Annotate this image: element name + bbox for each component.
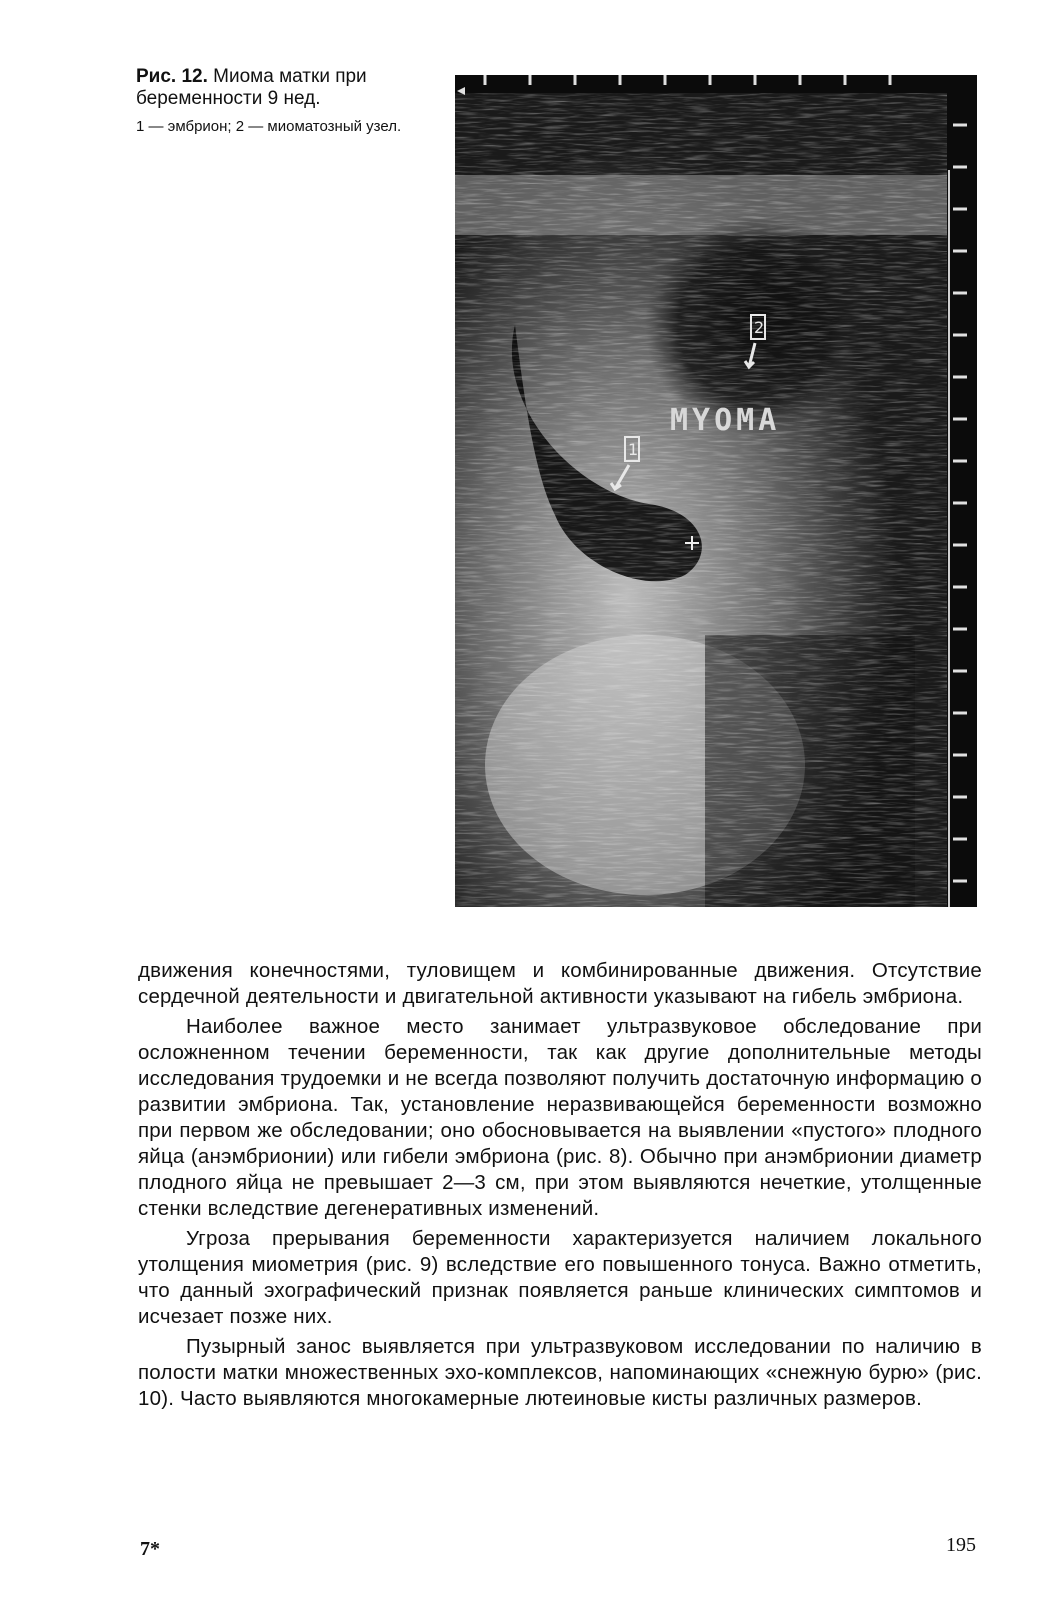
figure-label: Рис. 12. <box>136 66 208 87</box>
paragraph-1: движения конечностями, туловищем и комбинированные движения. Отсутствие сердечной деятельности и двигательной активности указывают на гибель эмбриона. <box>138 959 982 1008</box>
figure-legend: 1 — эмбрион; 2 — миоматозный узел. <box>136 118 402 135</box>
page-number: 195 <box>946 1534 976 1556</box>
paragraph-4: Пузырный занос выявляется при ультразвуковом исследовании по наличию в полости матки множественных эхо-комплексов, напоминающих «снежную бурю» (рис. 10). Часто выявляются многокамерные лютеиновые кисты различных размеров. <box>138 1335 982 1410</box>
overlay-label: MYOMA <box>670 403 781 438</box>
figure-title <box>136 66 408 110</box>
ultrasound-scan <box>455 75 977 907</box>
marker-1-label: 1 <box>628 440 639 459</box>
figure-title-text: Миома матки при беременности 9 нед. <box>136 66 367 109</box>
paragraph-2: Наиболее важное место занимает ультразвуковое обследование при осложненном течении беременности, так как другие дополнительные методы исследования трудоемки и не всегда позволяют получить достаточную информацию о развитии эмбриона. Так, установление неразвивающейся беременности возможно при первом же обследовании; оно обосновывается на выявлении «пустого» плодного яйца (анэмбрионии) или гибели эмбриона (рис. 8). Обычно при анэмбрионии диаметр плодного яйца не превышает 2—3 см, при этом выявляются нечеткие, утолщенные стенки вследствие дегенеративных изменений. <box>138 1015 982 1220</box>
paragraph-3: Угроза прерывания беременности характеризуется наличием локального утолщения миометрия (рис. 9) вследствие его повышенного тонуса. Важно отметить, что данный эхографический признак появляется раньше клинических симптомов и исчезает позже них. <box>138 1227 982 1328</box>
figure-caption <box>136 66 408 135</box>
signature-mark: 7* <box>140 1538 160 1560</box>
ultrasound-image <box>455 75 977 907</box>
body-text <box>138 958 982 1416</box>
marker-2-label: 2 <box>754 318 765 337</box>
